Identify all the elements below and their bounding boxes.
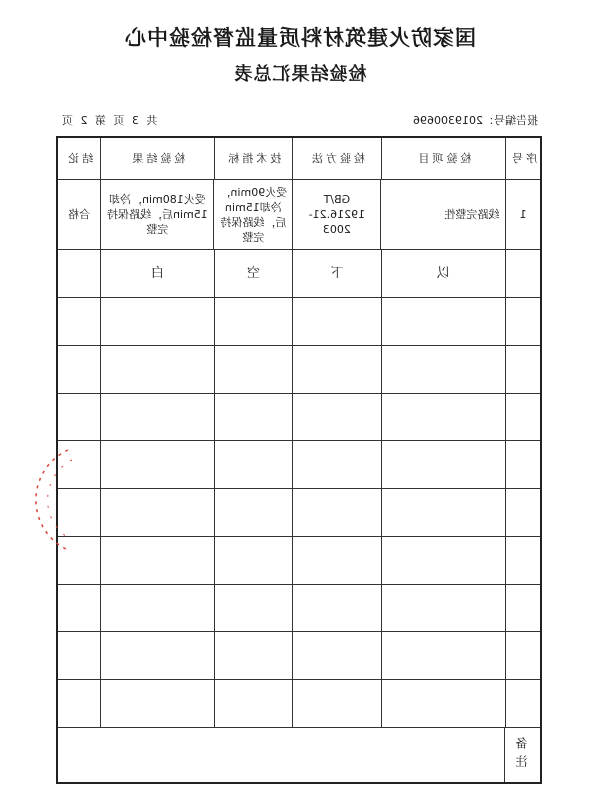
empty-cell (58, 441, 100, 488)
results-table (56, 136, 542, 784)
empty-cell (58, 537, 100, 584)
table-row (58, 298, 540, 346)
empty-cell (58, 346, 100, 393)
empty-cell (505, 346, 540, 393)
table-row (58, 585, 540, 633)
empty-cell (100, 441, 213, 488)
cell-result: 白 (100, 250, 213, 297)
empty-cell (381, 632, 506, 679)
empty-cell (505, 680, 540, 727)
empty-cell (214, 346, 293, 393)
page-info: 共 3 页 第 2 页 (60, 114, 158, 127)
empty-cell (292, 632, 380, 679)
table-row (58, 180, 540, 250)
empty-cell (214, 489, 293, 536)
table-row (58, 394, 540, 442)
document-subtitle: 检验结果汇总表 (233, 64, 367, 85)
cell-seq: 1 (505, 180, 540, 249)
empty-cell (505, 632, 540, 679)
empty-cell (58, 680, 100, 727)
empty-cell (58, 298, 100, 345)
cell-conclusion (58, 250, 100, 297)
empty-cell (214, 298, 293, 345)
empty-cell (58, 489, 100, 536)
header-conclusion: 结论 (65, 152, 94, 165)
cell-result: 受火180min，冷却15min后，线路保持完整 (100, 180, 213, 249)
cell-spec: 受火90min，冷却15min后，线路保持完整 (213, 180, 292, 249)
empty-cell (381, 298, 506, 345)
empty-cell (292, 346, 380, 393)
empty-cell (100, 680, 213, 727)
report-number: 报告编号：2019300696 (413, 114, 538, 127)
empty-cell (214, 585, 293, 632)
empty-cell (100, 632, 213, 679)
empty-cell (381, 680, 506, 727)
header-method: 检验方法 (292, 138, 380, 179)
empty-cell (100, 489, 213, 536)
cell-conclusion: 合格 (68, 208, 91, 221)
empty-cell (381, 441, 506, 488)
empty-cell (292, 298, 380, 345)
empty-cell (214, 441, 293, 488)
empty-cell (505, 537, 540, 584)
empty-cell (292, 585, 380, 632)
table-row (58, 632, 540, 680)
empty-cell (100, 394, 213, 441)
empty-cell (292, 489, 380, 536)
header-seq: 序号 (505, 138, 540, 179)
empty-cell (214, 632, 293, 679)
empty-cell (381, 585, 506, 632)
header-item: 检验项目 (381, 138, 506, 179)
empty-cell (505, 585, 540, 632)
table-row (58, 441, 540, 489)
cell-item: 线路完整性 (380, 180, 505, 249)
empty-cell (505, 394, 540, 441)
empty-cell (292, 394, 380, 441)
empty-cell (292, 680, 380, 727)
header-result: 检验结果 (100, 138, 213, 179)
empty-cell (292, 537, 380, 584)
cell-item: 以 (381, 250, 506, 297)
document-title: 国家防火建筑材料质量监督检验中心 (124, 26, 476, 50)
empty-cell (214, 394, 293, 441)
empty-cell (214, 680, 293, 727)
empty-cell (58, 394, 100, 441)
empty-cell (505, 441, 540, 488)
empty-cell (381, 394, 506, 441)
empty-cell (381, 489, 506, 536)
empty-cell (292, 441, 380, 488)
empty-cell (100, 298, 213, 345)
empty-cell (214, 537, 293, 584)
empty-cell (100, 537, 213, 584)
remarks-body (58, 728, 504, 782)
cell-spec: 空 (214, 250, 293, 297)
empty-cell (505, 489, 540, 536)
remarks-row (58, 728, 540, 782)
table-row (58, 346, 540, 394)
header-spec: 技术指标 (214, 138, 293, 179)
empty-cell (58, 585, 100, 632)
empty-cell (505, 298, 540, 345)
empty-cell (58, 632, 100, 679)
table-row (58, 680, 540, 728)
empty-cell (381, 537, 506, 584)
cell-method: GB/T 19216.21-2003 (292, 180, 380, 249)
table-row (58, 489, 540, 537)
table-row (58, 537, 540, 585)
empty-cell (381, 346, 506, 393)
table-row (58, 250, 540, 298)
cell-method: 下 (292, 250, 380, 297)
table-header-row (58, 138, 540, 180)
empty-cell (100, 585, 213, 632)
remarks-label: 备注 (504, 728, 540, 782)
empty-cell (100, 346, 213, 393)
cell-seq (505, 250, 540, 297)
